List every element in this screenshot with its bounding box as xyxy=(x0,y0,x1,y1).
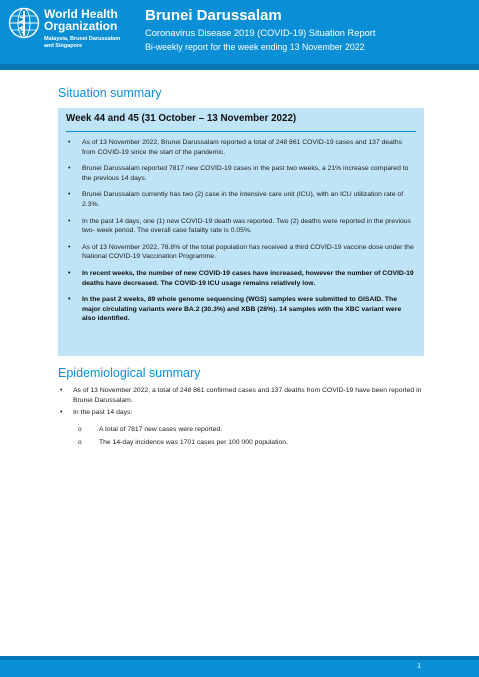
org-name-line1: World Health xyxy=(44,7,118,21)
situation-summary-heading: Situation summary xyxy=(58,86,162,100)
sub-bullets xyxy=(73,425,424,448)
org-name-line2: Organization xyxy=(44,19,118,33)
list-item: • In the past 2 weeks, 89 whole genome sequencing (WGS) samples were submitted to GISAID. The major circulating variants were BA.2 (30.3%) and XBB (28%). 14 samples with the XBC variant were also identified. xyxy=(66,295,416,324)
list-item: • As of 13 November 2022, 78.8% of the total population has received a third COVID-19 vaccine dose under the National COVID-19 Vaccination Programme. xyxy=(66,243,416,262)
list-item xyxy=(60,408,424,448)
org-office xyxy=(44,36,124,49)
situation-bullets xyxy=(66,138,416,331)
who-emblem-icon xyxy=(8,7,40,39)
list-item-label: In the past 14 days: xyxy=(73,409,133,417)
list-item: • In the past 14 days, one (1) new COVID-19 death was reported. Two (2) deaths were reported in the previous two- week period. The overall case fatality rate is 0.05%. xyxy=(66,217,416,236)
list-item: • Brunei Darussalam currently has two (2) case in the intensive care unit (ICU), with an ICU utilization rate of 2.3%. xyxy=(66,190,416,209)
sub-list-item: o A total of 7817 new cases were reported. xyxy=(73,425,424,435)
situation-summary-box xyxy=(58,108,424,356)
report-subtitle: Coronavirus Disease 2019 (COVID-19) Situation Report xyxy=(145,28,376,38)
list-item: • As of 13 November 2022, a total of 248 861 confirmed cases and 137 deaths from COVID-19 have been reported in Brunei Darussalam. xyxy=(60,386,424,405)
week-title: Week 44 and 45 (31 October – 13 November 2022) xyxy=(66,113,297,124)
org-office-line1: Malaysia, Brunei Darussalam xyxy=(44,36,121,42)
box-divider xyxy=(66,131,416,132)
footer-stripe xyxy=(0,656,479,660)
page-footer xyxy=(0,656,479,677)
epidemiological-bullets xyxy=(60,386,424,452)
list-item: • As of 13 November 2022, Brunei Darussalam reported a total of 248 861 COVID-19 cases and 137 deaths from COVID-19 since the start of the pandemic. xyxy=(66,138,416,157)
epidemiological-summary-heading: Epidemiological summary xyxy=(58,366,201,380)
report-period: Bi-weekly report for the week ending 13 November 2022 xyxy=(145,42,365,52)
page-number: 1 xyxy=(417,663,421,670)
org-office-line2: and Singapore xyxy=(44,42,83,49)
org-name xyxy=(44,8,134,32)
header-stripe xyxy=(0,64,479,70)
report-header xyxy=(0,0,479,64)
list-item: • In recent weeks, the number of new COVID-19 cases have increased, however the number of COVID-19 deaths have decreased. The COVID-19 ICU usage remains relatively low. xyxy=(66,269,416,288)
sub-list-item: o The 14-day incidence was 1701 cases per 100 000 population. xyxy=(73,438,424,448)
report-title: Brunei Darussalam xyxy=(145,7,282,24)
list-item: • Brunei Darussalam reported 7817 new COVID-19 cases in the past two weeks, a 21% increase compared to the previous 14 days. xyxy=(66,164,416,183)
